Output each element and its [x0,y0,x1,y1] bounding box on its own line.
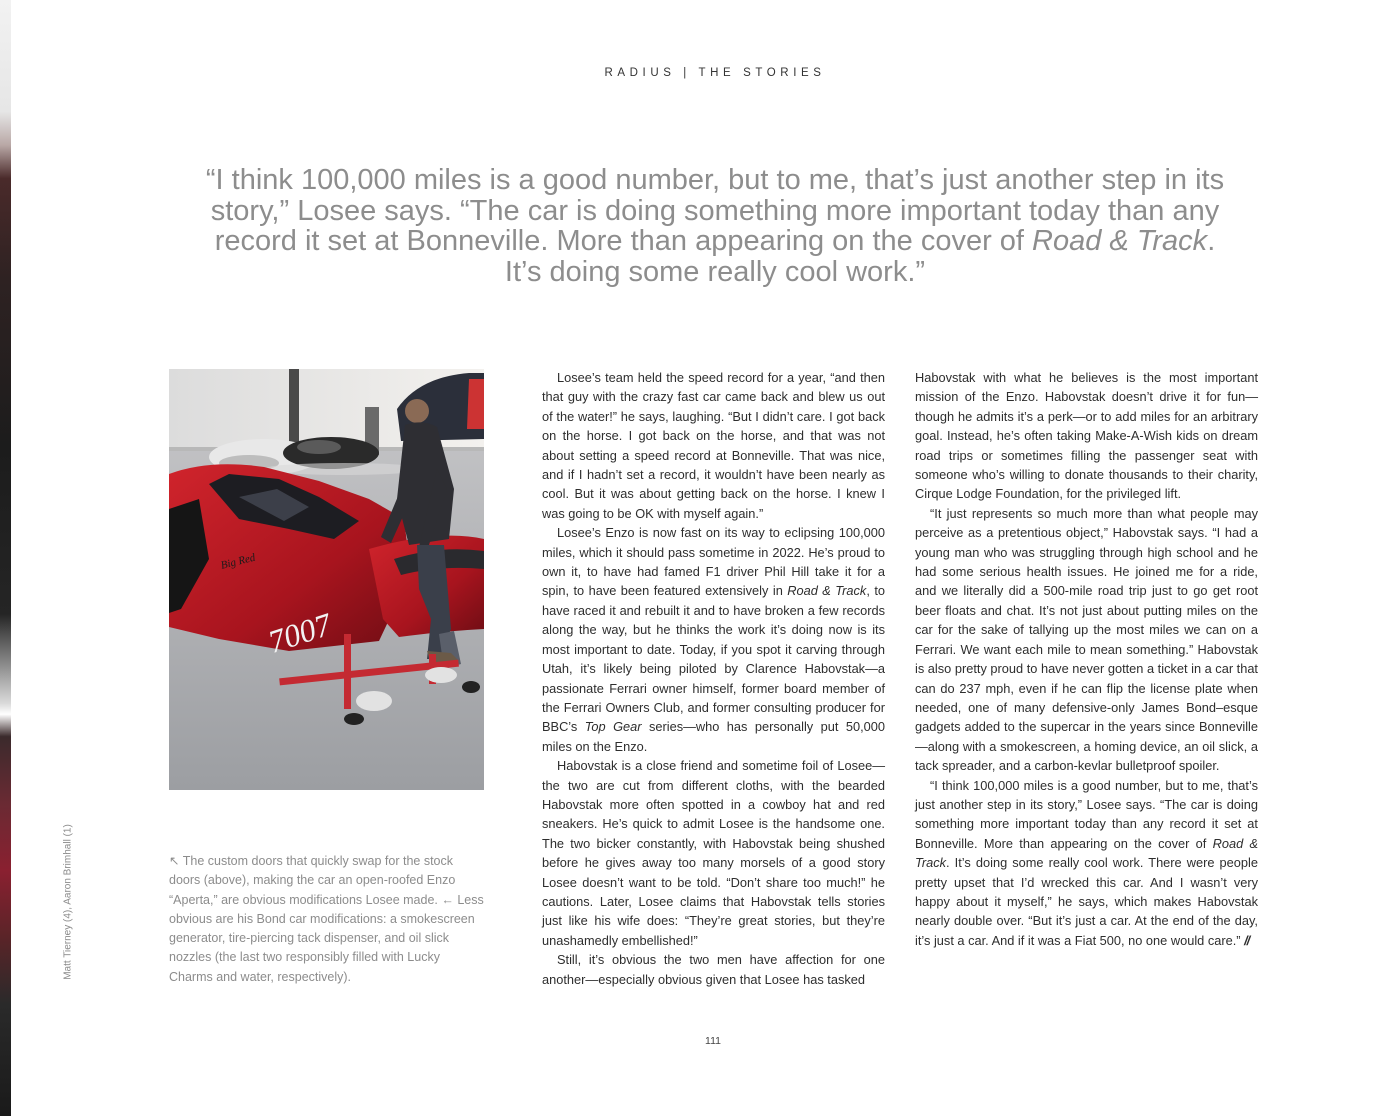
magazine-title: Road & Track [915,835,1258,871]
pull-quote-text-end: . It’s doing some really cool work.” [504,225,1216,288]
paragraph: Losee’s team held the speed record for a year, “and then that guy with the crazy fast car came back and blew us out of the water!” he says, laughing. “But I didn’t care. I got back on the horse. I got back on the horse, and that was not about setting a speed record at Bonneville. That was nice, and if I hadn’t set a record, it wouldn’t have been nearly as cool. But it was about getting back on the horse. I knew I was going to be OK with myself again.” [542,370,885,521]
paragraph: Still, it’s obvious the two men have affection for one another—especially obvious given that Losee has tasked [542,952,885,987]
article-column-1 [542,368,885,989]
photo-credit: Matt Tierney (4), Aaron Brimhall (1) [62,824,74,980]
caption-text-doors: The custom doors that quickly swap for the stock doors (above), making the car an open-roofed Enzo “Aperta,” are obvious modifications Losee made. [169,854,456,907]
facing-page-edge [0,0,11,1116]
magazine-title: Road & Track [787,583,867,599]
door-script: Big Red [219,551,257,572]
arrow-left-icon: ← [441,892,454,907]
ferrari-garage-photo [169,369,484,790]
photo-caption [169,852,487,987]
end-mark-icon: // [1244,932,1250,948]
arrow-up-left-icon: ↖ [169,854,180,868]
pull-quote [200,165,1230,287]
paragraph: “I think 100,000 miles is a good number, but to me, that’s just another step in its story,” Losee says. “The car is doing something more important today than any record it set at Bonneville. More than appearing on the cover of Road & Track. It’s doing some really cool work. There were people pretty upset that I’d wrecked this car. And I wasn’t very happy about it myself,” he says, which makes Habovstak nearly double over. “But it’s just a car. At the end of the day, it’s just a car. And if it was a Fiat 500, no one would care.” // [915,777,1258,948]
caption-text-bond: Less obvious are his Bond car modifications: a smokescreen generator, tire-piercing tack dispenser, and oil slick nozzles (the last two responsibly filled with Lucky Charms and water, respectively). [169,892,484,984]
show-title: Top Gear [584,719,642,735]
paragraph: Losee’s Enzo is now fast on its way to eclipsing 100,000 miles, which it should pass sometime in 2022. He’s proud to own it, to have had famed F1 driver Phil Hill take it for a spin, to have been featured extensively in Road & Track, to have raced it and rebuilt it and to have broken a few records along the way, but he thinks the work it’s doing now is its most important to date. Today, if you spot it carving through Utah, it’s likely being piloted by Clarence Habovstak—a passionate Ferrari owner himself, former board member of the Ferrari Owners Club, and former consulting producer for BBC’s Top Gear series—who has personally put 50,000 miles on the Enzo. [542,525,886,754]
paragraph: Habovstak with what he believes is the most important mission of the Enzo. Habovstak doesn’t drive it for fun—though he admits it’s a perk—or to add miles for an arbitrary goal. Instead, he’s often taking Make-A-Wish kids on dream road trips or sometimes filling the passenger seat with someone who’s willing to donate thousands to their charity, Cirque Lodge Foundation, for the privileged lift. [915,370,1258,502]
pull-quote-text: “I think 100,000 miles is a good number, but to me, that’s just another step in its story,” Losee says. “The car is doing something more important today than any record it set at Bonneville. More than appearing on the cover of [205,164,1225,257]
page-number: 111 [705,1035,721,1047]
paragraph: Habovstak is a close friend and sometime foil of Losee—the two are cut from different cloths, with the bearded Habovstak more often spotted in a cowboy hat and red sneakers. He’s quick to admit Losee is the handsome one. The two bicker constantly, with Habovstak being shushed before he gives away too many morsels of a good story Losee doesn’t want to be told. “Don’t share too much!” he cautions. Later, Losee claims that Habovstak tells stories just like his wife does: “They’re great stories, but they’re unashamedly embellished!” [542,758,885,948]
paragraph: “It just represents so much more than what people may perceive as a pretentious object,” Habovstak says. “I had a young man who was struggling through high school and he had some serious health issues. He joined me for a ride, and we literally did a 500-mile road trip just to go get root beer floats and chat. It’s not just about putting miles on the car for the sake of tallying up the most miles we can on a Ferrari. We want each mile to mean something.” Habovstak is also pretty proud to have never gotten a ticket in a car that can do 237 mph, even if he can flip the license plate when needed, one of many defensive-only James Bond–esque gadgets added to the supercar in the years since Bonneville—along with a smokescreen, a homing device, an oil slick, a tack spreader, and a carbon-kevlar bulletproof spoiler. [915,505,1258,774]
pull-quote-magazine-title: Road & Track [1032,225,1208,257]
running-head: RADIUS | THE STORIES [604,67,826,79]
car-number: 7007 [263,605,336,660]
article-column-2 [915,368,1258,950]
